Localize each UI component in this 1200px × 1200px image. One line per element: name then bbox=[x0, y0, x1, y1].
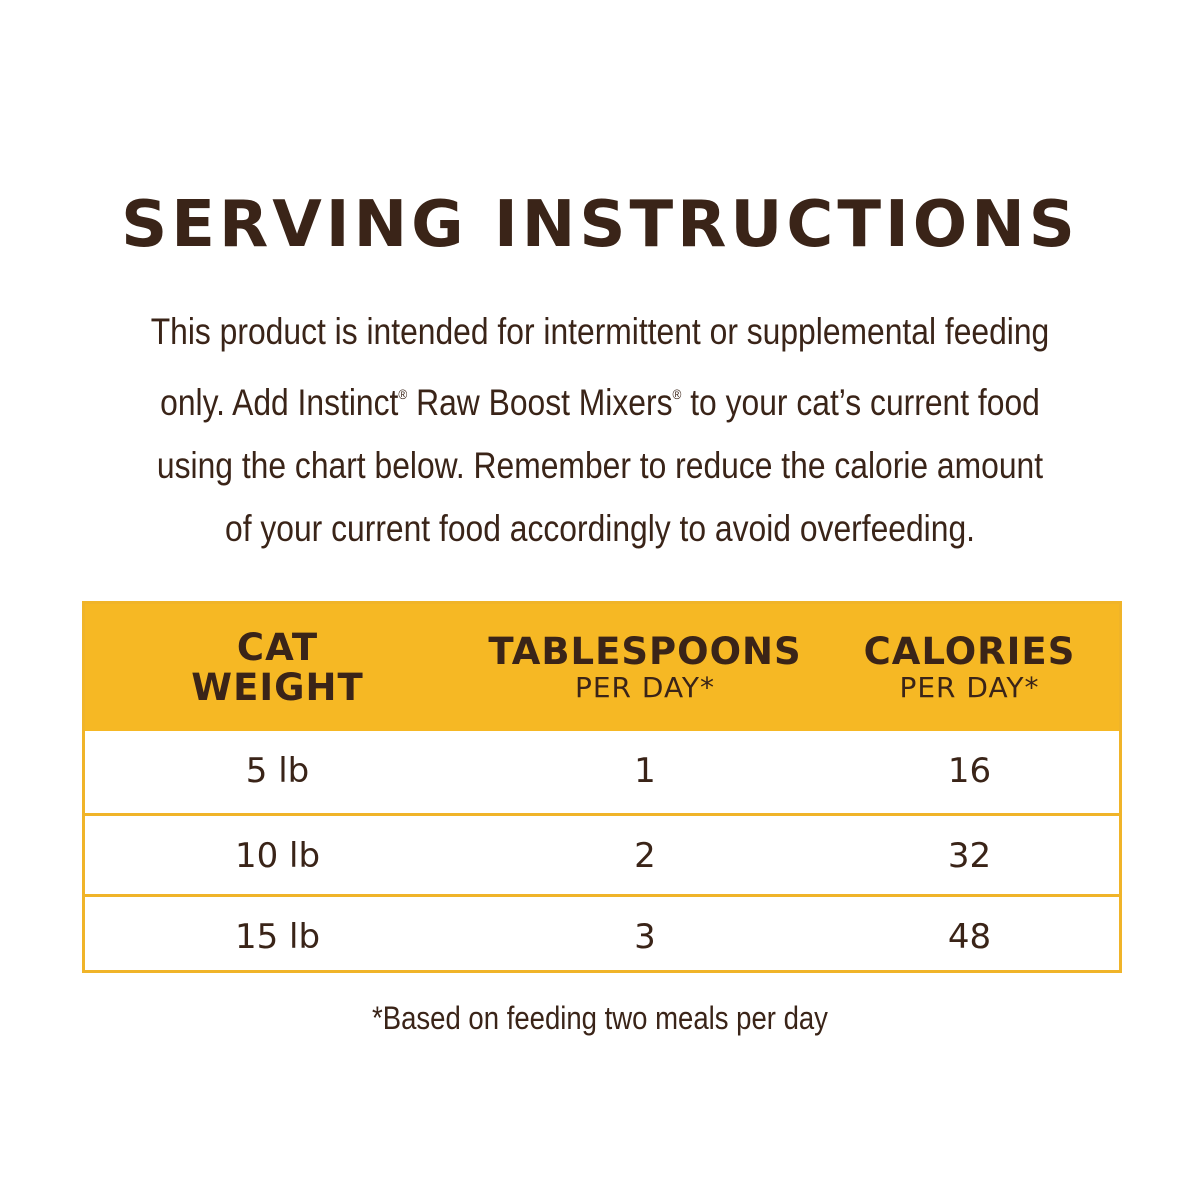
header-tablespoons-subtitle: PER DAY* bbox=[574, 670, 716, 704]
footnote: *Based on feeding two meals per day bbox=[372, 1000, 828, 1036]
header-cat-weight bbox=[85, 604, 470, 731]
header-cat-weight-line-1: CAT bbox=[236, 625, 319, 669]
serving-table bbox=[82, 601, 1122, 973]
header-tablespoons-title: TABLESPOONS bbox=[488, 629, 802, 673]
table-row bbox=[85, 731, 1119, 811]
table-header bbox=[85, 604, 1119, 731]
header-calories-subtitle: PER DAY* bbox=[899, 670, 1040, 704]
intro-line-2-part-c: to your cat’s current food bbox=[681, 382, 1040, 423]
intro-line-3: using the chart below. Remember to reduce the calorie amount bbox=[156, 445, 1044, 486]
cell-tablespoons: 1 bbox=[634, 751, 656, 791]
cell-weight: 15 lb bbox=[234, 917, 321, 957]
header-calories bbox=[820, 604, 1119, 731]
intro-paragraph bbox=[136, 300, 1065, 560]
table-row bbox=[85, 813, 1119, 896]
registered-mark: ® bbox=[672, 386, 682, 402]
cell-calories: 32 bbox=[947, 836, 992, 876]
header-calories-title: CALORIES bbox=[863, 629, 1076, 673]
intro-line-2-part-b: Raw Boost Mixers bbox=[407, 382, 673, 423]
table-row bbox=[85, 894, 1119, 977]
header-tablespoons bbox=[470, 604, 820, 731]
header-cat-weight-line-2: WEIGHT bbox=[191, 665, 364, 709]
intro-line-2 bbox=[136, 363, 1065, 434]
cell-weight: 5 lb bbox=[245, 751, 310, 791]
registered-mark: ® bbox=[398, 386, 408, 402]
cell-calories: 48 bbox=[947, 917, 992, 957]
cell-weight: 10 lb bbox=[234, 836, 321, 876]
intro-line-1: This product is intended for intermittent or supplemental feeding bbox=[150, 311, 1050, 352]
cell-tablespoons: 3 bbox=[634, 917, 656, 957]
intro-line-4: of your current food accordingly to avoid overfeeding. bbox=[224, 508, 975, 549]
page-title: SERVING INSTRUCTIONS bbox=[121, 188, 1079, 262]
intro-line-2-part-a: only. Add Instinct bbox=[160, 382, 399, 423]
cell-calories: 16 bbox=[947, 751, 992, 791]
cell-tablespoons: 2 bbox=[634, 836, 656, 876]
